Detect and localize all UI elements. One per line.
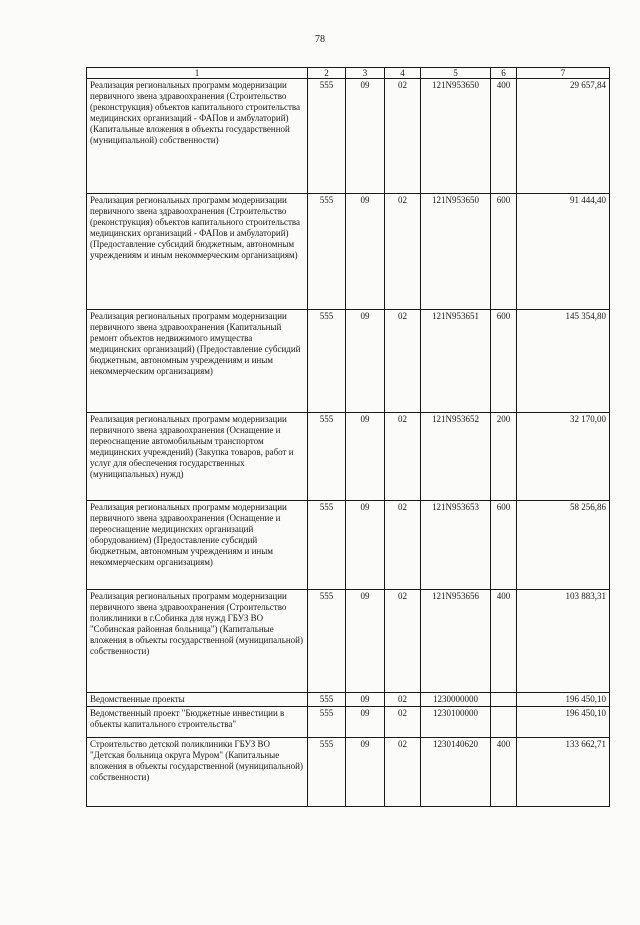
row-expense-type: 600 [491, 194, 517, 310]
row-subsection: 02 [385, 79, 421, 194]
row-subsection: 02 [385, 310, 421, 413]
header-cell: 3 [346, 68, 385, 79]
row-subsection: 02 [385, 590, 421, 693]
row-section: 09 [346, 413, 385, 501]
row-target-article: 121N953651 [421, 310, 491, 413]
row-name: Реализация региональных программ модернизации первичного звена здравоохранения (Строительство (реконструкция) объектов капитального строительства медицинских организаций - ФАПов и амбулаторий) (Предоставление субсидий бюджетным, автономным учреждениям и иным некоммерческим организациям) [87, 194, 308, 310]
row-target-article: 121N953650 [421, 79, 491, 194]
row-subsection: 02 [385, 693, 421, 707]
row-expense-type: 400 [491, 79, 517, 194]
row-name: Реализация региональных программ модернизации первичного звена здравоохранения (Строительство поликлиники в г.Собинка для нужд ГБУЗ ВО "Собинская районная больница") (Капитальные вложения в объекты государственной (муниципальной) собственности) [87, 590, 308, 693]
row-subsection: 02 [385, 194, 421, 310]
header-cell: 5 [421, 68, 491, 79]
row-grbs: 555 [308, 706, 346, 737]
header-row [87, 68, 610, 79]
row-expense-type: 200 [491, 413, 517, 501]
row-subsection: 02 [385, 737, 421, 806]
table-row [87, 194, 610, 310]
row-grbs: 555 [308, 501, 346, 590]
row-grbs: 555 [308, 194, 346, 310]
row-name: Ведомственные проекты [87, 693, 308, 707]
row-grbs: 555 [308, 79, 346, 194]
header-cell: 2 [308, 68, 346, 79]
table-row [87, 79, 610, 194]
row-expense-type: 400 [491, 737, 517, 806]
row-name: Реализация региональных программ модернизации первичного звена здравоохранения (Оснащение и переоснащение автомобильным транспортом медицинских учреждений) (Закупка товаров, работ и услуг для обеспечения государственных (муниципальных) нужд) [87, 413, 308, 501]
table-row [87, 693, 610, 707]
row-section: 09 [346, 737, 385, 806]
table-row [87, 501, 610, 590]
row-name: Реализация региональных программ модернизации первичного звена здравоохранения (Оснащение и переоснащение медицинских организаций оборудованием) (Предоставление субсидий бюджетным, автономным учреждениям и иным некоммерческим организациям) [87, 501, 308, 590]
table-row [87, 413, 610, 501]
row-section: 09 [346, 706, 385, 737]
row-subsection: 02 [385, 413, 421, 501]
row-name: Реализация региональных программ модернизации первичного звена здравоохранения (Строительство (реконструкция) объектов капитального строительства медицинских организаций - ФАПов и амбулаторий) (Капитальные вложения в объекты государственной (муниципальной) собственности) [87, 79, 308, 194]
table-row [87, 590, 610, 693]
header-cell: 4 [385, 68, 421, 79]
row-grbs: 555 [308, 310, 346, 413]
row-target-article: 1230140620 [421, 737, 491, 806]
row-amount: 91 444,40 [517, 194, 610, 310]
row-subsection: 02 [385, 706, 421, 737]
row-amount: 32 170,00 [517, 413, 610, 501]
row-grbs: 555 [308, 590, 346, 693]
row-subsection: 02 [385, 501, 421, 590]
row-expense-type: 600 [491, 310, 517, 413]
row-amount: 133 662,71 [517, 737, 610, 806]
row-target-article: 121N953650 [421, 194, 491, 310]
row-name: Строительство детской поликлиники ГБУЗ ВО "Детская больница округа Муром" (Капитальные вложения в объекты государственной (муниципальной) собственности) [87, 737, 308, 806]
row-expense-type: 600 [491, 501, 517, 590]
row-amount: 29 657,84 [517, 79, 610, 194]
table-row [87, 310, 610, 413]
row-target-article: 121N953652 [421, 413, 491, 501]
row-section: 09 [346, 590, 385, 693]
row-name: Реализация региональных программ модернизации первичного звена здравоохранения (Капитальный ремонт объектов недвижимого имущества медицинских организаций) (Предоставление субсидий бюджетным, автономным учреждениям и иным некоммерческим организациям) [87, 310, 308, 413]
row-section: 09 [346, 310, 385, 413]
budget-table [86, 67, 610, 807]
row-grbs: 555 [308, 737, 346, 806]
page-number: 78 [315, 34, 325, 45]
row-target-article: 121N953653 [421, 501, 491, 590]
row-expense-type [491, 706, 517, 737]
header-cell: 6 [491, 68, 517, 79]
row-expense-type [491, 693, 517, 707]
row-section: 09 [346, 79, 385, 194]
row-section: 09 [346, 693, 385, 707]
row-section: 09 [346, 501, 385, 590]
row-amount: 196 450,10 [517, 706, 610, 737]
table-row [87, 737, 610, 806]
row-section: 09 [346, 194, 385, 310]
row-amount: 58 256,86 [517, 501, 610, 590]
table-row [87, 706, 610, 737]
row-target-article: 1230100000 [421, 706, 491, 737]
row-name: Ведомственный проект "Бюджетные инвестиции в объекты капитального строительства" [87, 706, 308, 737]
row-expense-type: 400 [491, 590, 517, 693]
row-target-article: 1230000000 [421, 693, 491, 707]
header-cell: 1 [87, 68, 308, 79]
row-grbs: 555 [308, 413, 346, 501]
row-target-article: 121N953656 [421, 590, 491, 693]
row-amount: 145 354,80 [517, 310, 610, 413]
row-amount: 103 883,31 [517, 590, 610, 693]
row-grbs: 555 [308, 693, 346, 707]
header-cell: 7 [517, 68, 610, 79]
row-amount: 196 450,10 [517, 693, 610, 707]
